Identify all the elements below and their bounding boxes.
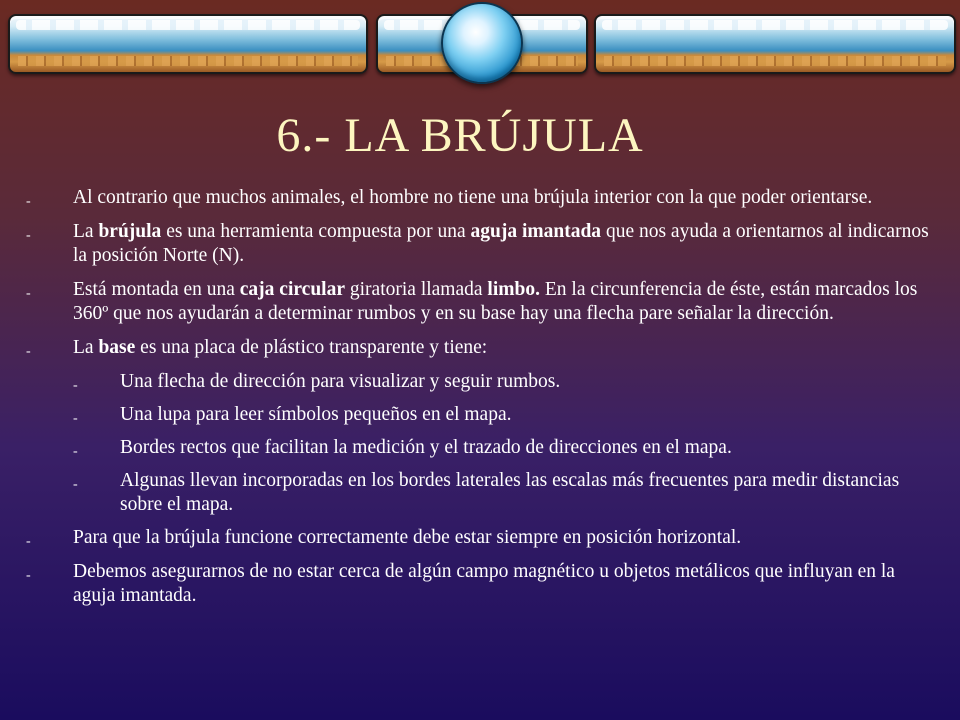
landscape-banner-left — [8, 14, 368, 74]
bullet-list — [0, 186, 960, 618]
bold-term: limbo. — [487, 279, 540, 300]
bullet-text: que nos ayuda a orientarnos al indicarnos la posición Norte (N). — [73, 221, 929, 266]
bullet-marker: - — [73, 444, 78, 459]
bold-term: aguja imantada — [470, 221, 602, 242]
bold-term: brújula — [98, 221, 162, 242]
globe-icon — [441, 2, 523, 84]
bullet-text: Algunas llevan incorporadas en los bordes laterales las escalas más frecuentes para medir distancias sobre el mapa. — [120, 470, 900, 515]
bullet-item — [0, 526, 933, 550]
bullet-item — [0, 336, 933, 360]
bullet-text: Al contrario que muchos animales, el hombre no tiene una brújula interior con la que poder orientarse. — [73, 187, 873, 208]
bullet-item — [0, 220, 933, 268]
bullet-marker: - — [73, 477, 78, 492]
bullet-marker: - — [26, 344, 31, 359]
landscape-banner-right — [594, 14, 956, 74]
bullet-text: En la circunferencia de éste, están marcados los 360º que nos ayudarán a determinar rumbos y en su base hay una flecha pare señalar la dirección. — [73, 279, 918, 324]
bullet-item — [0, 560, 933, 608]
bullet-text: La — [73, 337, 99, 358]
bold-term: caja circular — [239, 279, 346, 300]
bullet-text: es una herramienta compuesta por una — [161, 221, 471, 242]
bullet-text: Bordes rectos que facilitan la medición y el trazado de direcciones en el mapa. — [120, 437, 732, 458]
bullet-marker: - — [26, 286, 31, 301]
slide-title: 6.- LA BRÚJULA — [276, 109, 644, 162]
bullet-marker: - — [26, 568, 31, 583]
bullet-marker: - — [73, 378, 78, 393]
bullet-marker: - — [73, 411, 78, 426]
bullet-marker: - — [26, 194, 31, 209]
bullet-text: Debemos asegurarnos de no estar cerca de algún campo magnético u objetos metálicos que influyan en la aguja imantada. — [73, 561, 895, 606]
bullet-text: Una flecha de dirección para visualizar y seguir rumbos. — [120, 371, 561, 392]
bullet-marker: - — [26, 534, 31, 549]
bullet-marker: - — [26, 228, 31, 243]
bullet-text: Una lupa para leer símbolos pequeños en el mapa. — [120, 404, 512, 425]
bullet-text: Para que la brújula funcione correctamente debe estar siempre en posición horizontal. — [73, 527, 742, 548]
bold-term: base — [98, 337, 136, 358]
sub-bullet-item — [0, 403, 910, 427]
sub-bullet-item — [0, 469, 910, 517]
sub-bullet-item — [0, 436, 910, 460]
bullet-item — [0, 278, 933, 326]
bullet-item — [0, 186, 933, 210]
bullet-text: La — [73, 221, 99, 242]
bullet-text: giratoria llamada — [345, 279, 488, 300]
sub-bullet-item — [0, 370, 910, 394]
bullet-text: Está montada en una — [73, 279, 240, 300]
bullet-text: es una placa de plástico transparente y tiene: — [135, 337, 488, 358]
